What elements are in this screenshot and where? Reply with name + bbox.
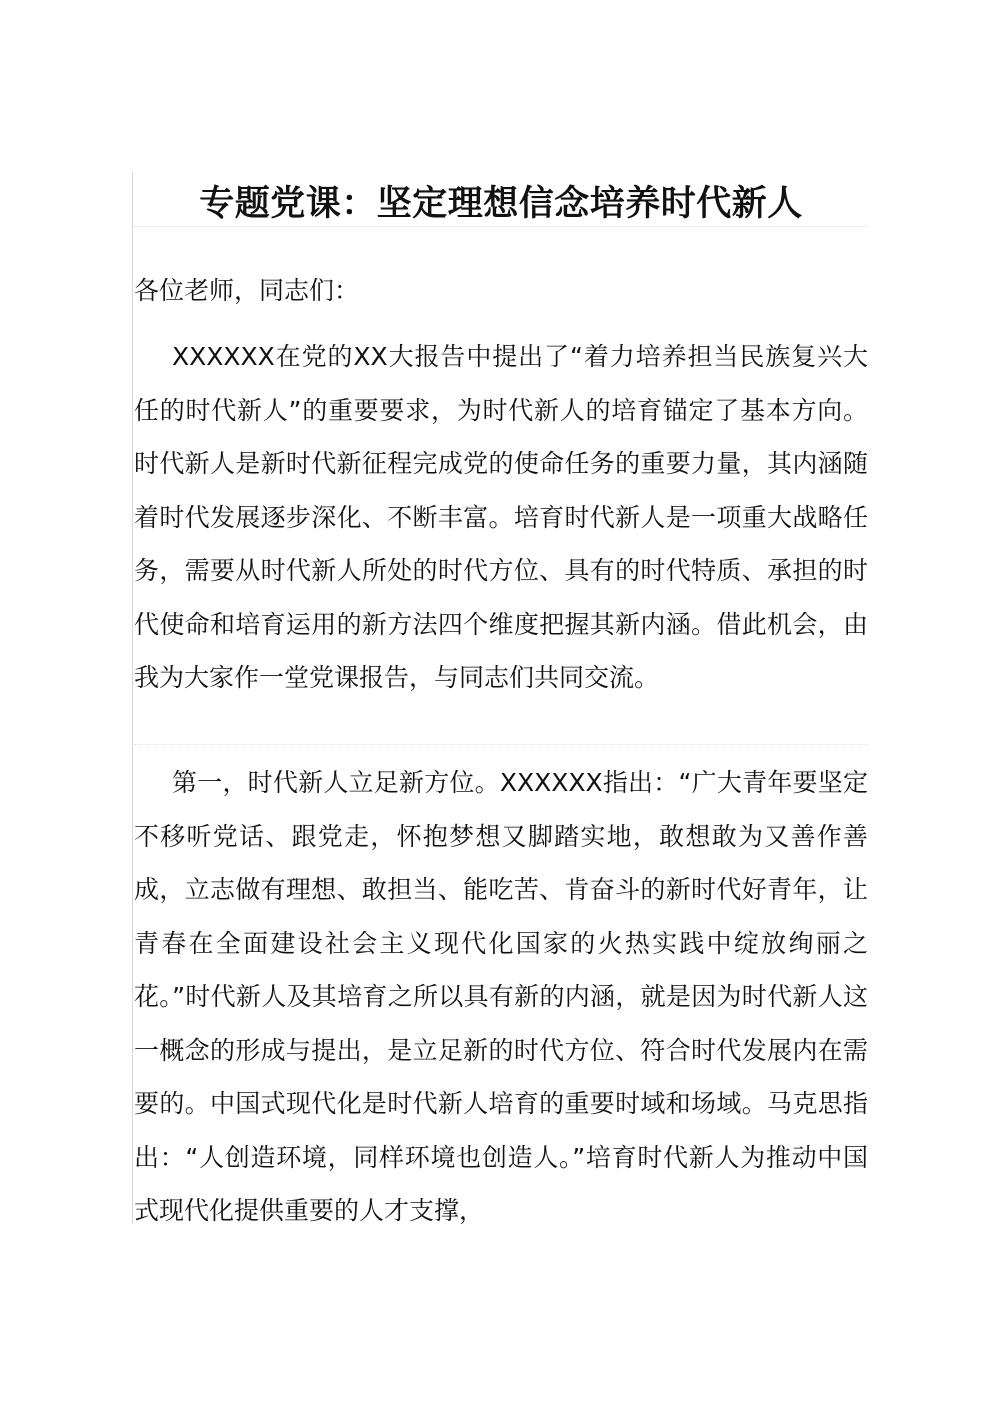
title-divider <box>134 226 868 227</box>
margin-rule <box>132 172 133 1224</box>
document-title: 专题党课：坚定理想信念培养时代新人 <box>199 184 803 224</box>
paragraph-first-point: 第一，时代新人立足新方位。XXXXXX指出：“广大青年要坚定不移听党话、跟党走，怀抱梦想又脚踏实地，敢想敢为又善作善成，立志做有理想、敢担当、能吃苦、肯奋斗的新时代好青年，让青春在全面建设社会主义现代化国家的火热实践中绽放绚丽之花。”时代新人及其培育之所以具有新的内涵，就是因为时代新人这一概念的形成与提出，是立足新的时代方位、符合时代发展内在需要的。中国式现代化是时代新人培育的重要时域和场域。马克思指出：“人创造环境，同样环境也创造人。”培育时代新人为推动中国式现代化提供重要的人才支撑， <box>134 768 868 1225</box>
salutation: 各位老师，同志们： <box>134 276 360 305</box>
section-divider <box>134 744 868 745</box>
paragraph-intro: XXXXXX在党的XX大报告中提出了“着力培养担当民族复兴大任的时代新人”的重要要求，为时代新人的培育锚定了基本方向。时代新人是新时代新征程完成党的使命任务的重要力量，其内涵随着时代发展逐步深化、不断丰富。培育时代新人是一项重大战略任务，需要从时代新人所处的时代方位、具有的时代特质、承担的时代使命和培育运用的新方法四个维度把握其新内涵。借此机会，由我为大家作一堂党课报告，与同志们共同交流。 <box>134 342 868 692</box>
